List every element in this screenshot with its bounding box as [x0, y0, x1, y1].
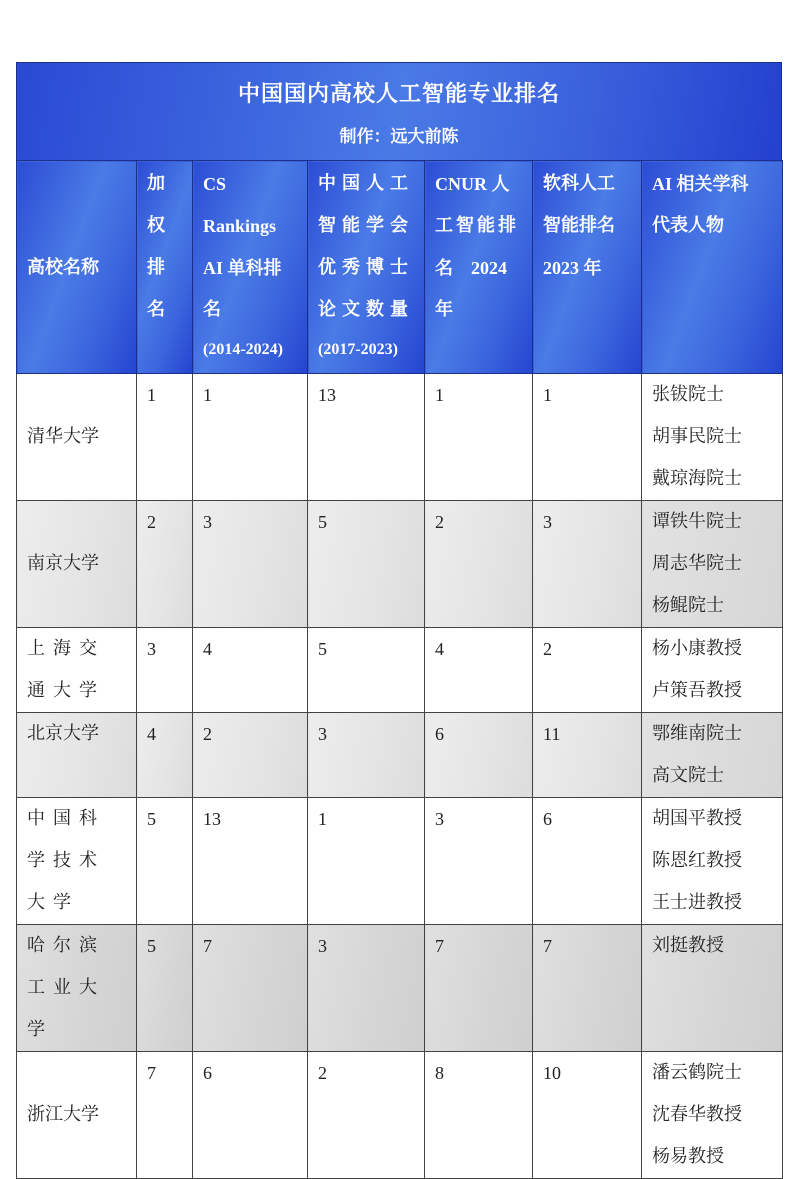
header-line: 排 — [147, 257, 165, 278]
cell-weighted-rank: 5 — [137, 798, 193, 925]
cell-cnur: 1 — [425, 374, 533, 501]
person-name: 张钹院士 — [652, 384, 724, 405]
header-line: 高校名称 — [27, 257, 99, 278]
header-line: CNUR 人 — [435, 174, 510, 194]
cell-university: 南京大学 — [17, 501, 137, 628]
cell-shanghairanking: 6 — [533, 798, 642, 925]
person-name: 戴琼海院士 — [652, 468, 742, 489]
cell-csrankings: 7 — [193, 925, 308, 1052]
person-name: 鄂维南院士 — [652, 723, 742, 744]
header-line: 智能学会 — [318, 215, 414, 236]
cell-cnur: 6 — [425, 713, 533, 798]
table-row — [17, 501, 783, 628]
cell-shanghairanking: 3 — [533, 501, 642, 628]
cell-cnur: 3 — [425, 798, 533, 925]
person-name: 胡国平教授 — [652, 808, 742, 829]
cell-university: 上海交通大学 — [17, 628, 137, 713]
cell-shanghairanking: 11 — [533, 713, 642, 798]
col-header-weighted-rank — [137, 161, 193, 374]
cell-people — [642, 713, 783, 798]
header-line: AI 单科排 — [203, 258, 282, 278]
cell-people — [642, 374, 783, 501]
cell-caai-theses: 2 — [308, 1052, 425, 1179]
cell-cnur: 2 — [425, 501, 533, 628]
person-name: 杨鲲院士 — [652, 595, 724, 616]
cell-university: 浙江大学 — [17, 1052, 137, 1179]
header-line: Rankings — [203, 216, 277, 236]
person-name: 胡事民院士 — [652, 426, 742, 447]
cell-cnur: 8 — [425, 1052, 533, 1179]
cell-people — [642, 501, 783, 628]
cell-weighted-rank: 2 — [137, 501, 193, 628]
cell-caai-theses: 3 — [308, 713, 425, 798]
header-line: 中国人工 — [318, 173, 414, 194]
cell-university: 清华大学 — [17, 374, 137, 501]
title-banner — [16, 62, 782, 160]
document-title: 中国国内高校人工智能专业排名 — [237, 82, 560, 107]
cell-csrankings: 1 — [193, 374, 308, 501]
col-header-representative-people — [642, 161, 783, 374]
person-name: 周志华院士 — [652, 553, 742, 574]
header-line: 权 — [147, 215, 165, 236]
cell-caai-theses: 13 — [308, 374, 425, 501]
col-header-cnur — [425, 161, 533, 374]
header-line: 名 — [203, 299, 221, 320]
header-line: 加 — [147, 173, 165, 194]
table-header-row — [17, 161, 783, 374]
header-line: 软科人工 — [543, 173, 615, 194]
cell-shanghairanking: 7 — [533, 925, 642, 1052]
cell-cnur: 4 — [425, 628, 533, 713]
person-name: 杨易教授 — [652, 1146, 724, 1167]
cell-caai-theses: 3 — [308, 925, 425, 1052]
cell-people — [642, 1052, 783, 1179]
table-row — [17, 713, 783, 798]
person-name: 杨小康教授 — [652, 638, 742, 659]
person-name: 沈春华教授 — [652, 1104, 742, 1125]
cell-university: 哈尔滨工业大学 — [17, 925, 137, 1052]
cell-university: 北京大学 — [17, 713, 137, 798]
header-line: 2023 年 — [543, 258, 602, 278]
person-name: 谭铁牛院士 — [652, 511, 742, 532]
person-name: 刘挺教授 — [652, 935, 724, 956]
table-row — [17, 1052, 783, 1179]
person-name: 陈恩红教授 — [652, 850, 742, 871]
header-line: 智能排名 — [543, 215, 615, 236]
header-years: (2017-2023) — [318, 341, 398, 358]
col-header-csrankings — [193, 161, 308, 374]
table-row — [17, 925, 783, 1052]
header-years: (2014-2024) — [203, 341, 283, 358]
header-line: 名 — [147, 299, 165, 320]
cell-weighted-rank: 4 — [137, 713, 193, 798]
col-header-caai-theses — [308, 161, 425, 374]
cell-shanghairanking: 2 — [533, 628, 642, 713]
cell-weighted-rank: 1 — [137, 374, 193, 501]
table-row — [17, 374, 783, 501]
header-line: 代表人物 — [652, 215, 724, 236]
ranking-table — [16, 160, 783, 1179]
cell-caai-theses: 5 — [308, 501, 425, 628]
cell-people — [642, 798, 783, 925]
person-name: 潘云鹤院士 — [652, 1062, 742, 1083]
ranking-document — [16, 62, 782, 1179]
person-name: 高文院士 — [652, 765, 724, 786]
cell-weighted-rank: 7 — [137, 1052, 193, 1179]
table-row — [17, 798, 783, 925]
cell-csrankings: 4 — [193, 628, 308, 713]
header-line: AI 相关学科 — [652, 174, 749, 194]
cell-shanghairanking: 10 — [533, 1052, 642, 1179]
col-header-university — [17, 161, 137, 374]
cell-caai-theses: 5 — [308, 628, 425, 713]
cell-weighted-rank: 5 — [137, 925, 193, 1052]
cell-csrankings: 2 — [193, 713, 308, 798]
header-line: 优秀博士 — [318, 257, 414, 278]
cell-people — [642, 628, 783, 713]
cell-caai-theses: 1 — [308, 798, 425, 925]
cell-csrankings: 13 — [193, 798, 308, 925]
cell-csrankings: 3 — [193, 501, 308, 628]
cell-weighted-rank: 3 — [137, 628, 193, 713]
col-header-shanghairanking — [533, 161, 642, 374]
cell-shanghairanking: 1 — [533, 374, 642, 501]
table-row — [17, 628, 783, 713]
document-author: 制作：远大前陈 — [339, 127, 459, 147]
header-line: 名 2024 — [435, 258, 507, 278]
header-line: 工智能排 — [435, 215, 519, 236]
person-name: 卢策吾教授 — [652, 680, 742, 701]
cell-university: 中国科学技术大学 — [17, 798, 137, 925]
cell-cnur: 7 — [425, 925, 533, 1052]
cell-csrankings: 6 — [193, 1052, 308, 1179]
person-name: 王士进教授 — [652, 892, 742, 913]
cell-people — [642, 925, 783, 1052]
header-line: 论文数量 — [318, 299, 414, 320]
header-line: CS — [203, 174, 227, 194]
header-line: 年 — [435, 299, 453, 320]
